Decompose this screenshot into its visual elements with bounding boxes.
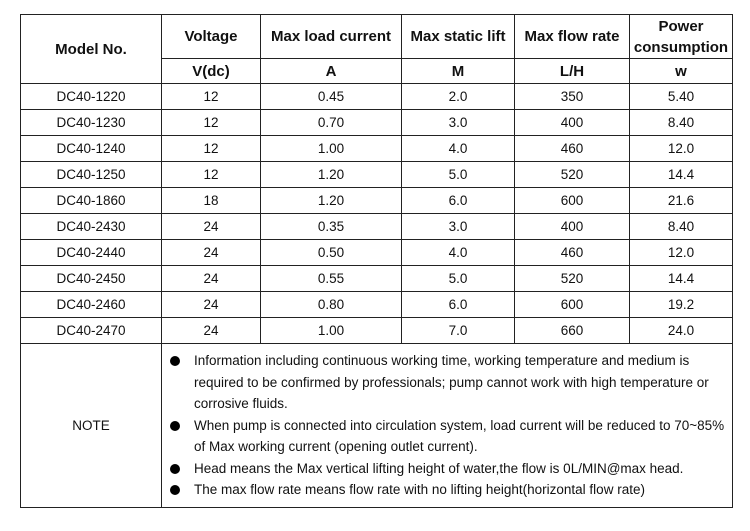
- model-cell: DC40-2430: [21, 214, 162, 240]
- power-cell: 8.40: [630, 214, 733, 240]
- model-cell: DC40-1860: [21, 188, 162, 214]
- flow-cell: 460: [515, 240, 630, 266]
- lift-cell: 5.0: [402, 266, 515, 292]
- voltage-cell: 24: [162, 240, 261, 266]
- current-cell: 0.55: [261, 266, 402, 292]
- flow-cell: 400: [515, 214, 630, 240]
- bullet-icon: [170, 464, 180, 474]
- note-item: [168, 415, 728, 458]
- current-cell: 1.00: [261, 318, 402, 344]
- lift-cell: 6.0: [402, 188, 515, 214]
- flow-cell: 600: [515, 188, 630, 214]
- voltage-header: Voltage: [162, 15, 261, 59]
- table-row: [21, 162, 733, 188]
- flow-cell: 460: [515, 136, 630, 162]
- power-cell: 21.6: [630, 188, 733, 214]
- power-cell: 24.0: [630, 318, 733, 344]
- voltage-cell: 12: [162, 84, 261, 110]
- table-row: [21, 136, 733, 162]
- lift-cell: 6.0: [402, 292, 515, 318]
- lift-unit: M: [402, 59, 515, 84]
- flow-cell: 520: [515, 162, 630, 188]
- flow-cell: 660: [515, 318, 630, 344]
- power-cell: 12.0: [630, 240, 733, 266]
- header-row: [21, 15, 733, 59]
- note-label: NOTE: [21, 344, 162, 508]
- current-cell: 1.20: [261, 162, 402, 188]
- power-cell: 8.40: [630, 110, 733, 136]
- flow-cell: 350: [515, 84, 630, 110]
- bullet-icon: [170, 421, 180, 431]
- current-cell: 0.80: [261, 292, 402, 318]
- flow-cell: 400: [515, 110, 630, 136]
- note-row: [21, 344, 733, 508]
- current-unit: A: [261, 59, 402, 84]
- model-cell: DC40-1240: [21, 136, 162, 162]
- voltage-cell: 12: [162, 136, 261, 162]
- note-text: Information including continuous working time, working temperature and medium is required to be confirmed by professionals; pump cannot work with high temperature or corrosive fluids.: [194, 353, 709, 412]
- notes-cell: [162, 344, 733, 508]
- power-cell: 5.40: [630, 84, 733, 110]
- model-header: Model No.: [21, 15, 162, 84]
- voltage-cell: 12: [162, 110, 261, 136]
- table-row: [21, 214, 733, 240]
- table-row: [21, 292, 733, 318]
- current-cell: 0.35: [261, 214, 402, 240]
- spec-table-container: [20, 14, 733, 508]
- voltage-cell: 24: [162, 318, 261, 344]
- lift-cell: 4.0: [402, 136, 515, 162]
- lift-cell: 5.0: [402, 162, 515, 188]
- note-item: [168, 350, 728, 415]
- notes-list: [168, 350, 728, 501]
- note-item: [168, 458, 728, 480]
- model-cell: DC40-2460: [21, 292, 162, 318]
- max-static-lift-header: Max static lift: [402, 15, 515, 59]
- table-body: [21, 15, 733, 508]
- lift-cell: 3.0: [402, 214, 515, 240]
- table-row: [21, 240, 733, 266]
- current-cell: 0.45: [261, 84, 402, 110]
- voltage-unit: V(dc): [162, 59, 261, 84]
- max-flow-rate-header: Max flow rate: [515, 15, 630, 59]
- table-row: [21, 266, 733, 292]
- table-row: [21, 84, 733, 110]
- model-cell: DC40-2450: [21, 266, 162, 292]
- lift-cell: 2.0: [402, 84, 515, 110]
- current-cell: 1.00: [261, 136, 402, 162]
- bullet-icon: [170, 485, 180, 495]
- voltage-cell: 24: [162, 292, 261, 318]
- power-cell: 19.2: [630, 292, 733, 318]
- pump-spec-table: [20, 14, 733, 508]
- flow-cell: 520: [515, 266, 630, 292]
- lift-cell: 4.0: [402, 240, 515, 266]
- model-cell: DC40-2470: [21, 318, 162, 344]
- power-cell: 14.4: [630, 162, 733, 188]
- voltage-cell: 24: [162, 214, 261, 240]
- lift-cell: 7.0: [402, 318, 515, 344]
- flow-cell: 600: [515, 292, 630, 318]
- model-cell: DC40-1230: [21, 110, 162, 136]
- model-cell: DC40-1250: [21, 162, 162, 188]
- table-row: [21, 318, 733, 344]
- note-text: The max flow rate means flow rate with no lifting height(horizontal flow rate): [194, 482, 645, 498]
- voltage-cell: 18: [162, 188, 261, 214]
- current-cell: 0.70: [261, 110, 402, 136]
- table-row: [21, 110, 733, 136]
- model-cell: DC40-1220: [21, 84, 162, 110]
- table-row: [21, 188, 733, 214]
- current-cell: 0.50: [261, 240, 402, 266]
- max-load-current-header: Max load current: [261, 15, 402, 59]
- power-cell: 14.4: [630, 266, 733, 292]
- voltage-cell: 24: [162, 266, 261, 292]
- note-text: When pump is connected into circulation system, load current will be reduced to 70~85% of Max working current (opening outlet current).: [194, 417, 725, 455]
- note-text: Head means the Max vertical lifting height of water,the flow is 0L/MIN@max head.: [194, 460, 684, 476]
- voltage-cell: 12: [162, 162, 261, 188]
- flow-unit: L/H: [515, 59, 630, 84]
- power-consumption-header: Power consumption: [630, 15, 733, 59]
- bullet-icon: [170, 356, 180, 366]
- note-item: [168, 479, 728, 501]
- power-cell: 12.0: [630, 136, 733, 162]
- lift-cell: 3.0: [402, 110, 515, 136]
- current-cell: 1.20: [261, 188, 402, 214]
- model-cell: DC40-2440: [21, 240, 162, 266]
- power-unit: w: [630, 59, 733, 84]
